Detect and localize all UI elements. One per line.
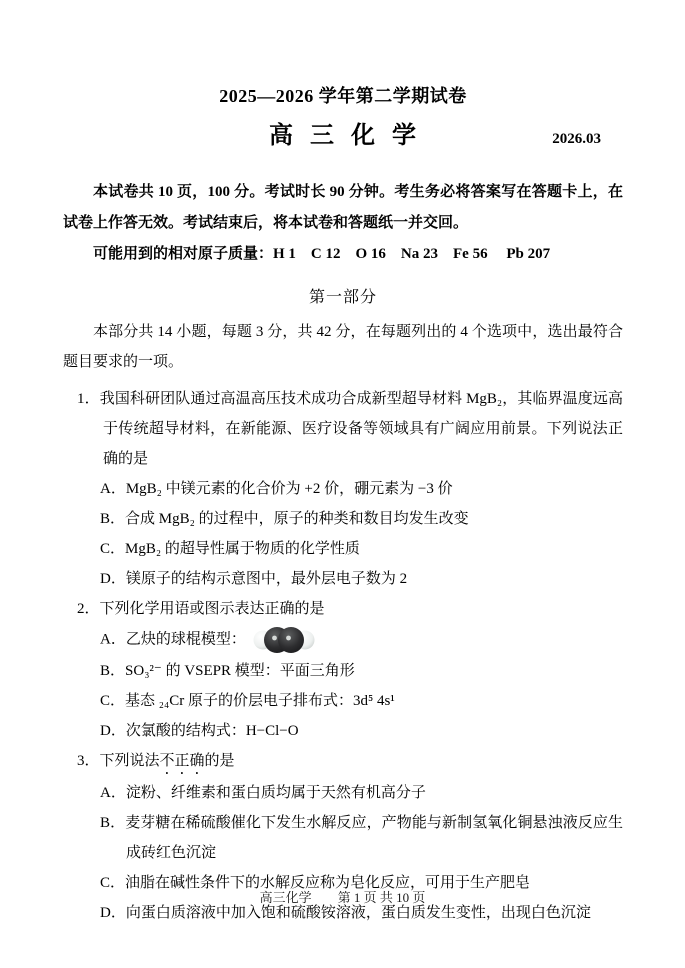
option-1d — [100, 564, 623, 594]
option-text: SO₃²⁻ 的 VSEPR 模型：平面三角形 — [125, 663, 355, 679]
option-text: 向蛋白质溶液中加入饱和硫酸铵溶液，蛋白质发生变性，出现白色沉淀 — [125, 905, 591, 921]
option-label: D． — [100, 723, 126, 739]
option-label: B． — [100, 815, 126, 831]
option-3b — [100, 808, 623, 868]
section-intro: 本部分共 14 小题，每题 3 分，共 42 分，在每题列出的 4 个选项中，选出最符合题目要求的一项。 — [63, 324, 623, 370]
option-text: MgB₂ 的超导性属于物质的化学性质 — [125, 541, 360, 557]
option-2b — [100, 656, 623, 686]
option-text: 淀粉、纤维素和蛋白质均属于天然有机高分子 — [125, 785, 426, 801]
option-text: 次氯酸的结构式：H−Cl−O — [125, 723, 299, 739]
option-1c — [100, 534, 623, 564]
question-stem-text: 下列化学用语或图示表达正确的是 — [99, 601, 325, 617]
option-1a — [100, 474, 623, 504]
atomic-mass-line — [63, 239, 623, 270]
question-stem-text: 的是 — [204, 753, 235, 769]
question-stem-emphasized: 不正确 — [159, 753, 205, 769]
question-stem-text: 我国科研团队通过高温高压技术成功合成新型超导材料 MgB₂，其临界温度远高于传统超导材料，在新能源、医疗设备等领域具有广阔应用前景。下列说法正确的是 — [99, 391, 623, 467]
option-label: A． — [100, 631, 126, 648]
question-number: 2． — [77, 601, 100, 617]
exam-session-title: 2025—2026 学年第二学期试卷 — [219, 86, 467, 106]
atomic-mass-label: 可能用到的相对原子质量： — [93, 246, 274, 262]
exam-notice: 本试卷共 10 页，100 分。考试时长 90 分钟。考生务必将答案写在答题卡上，在试卷上作答无效。考试结束后，将本试卷和答题纸一并交回。 — [63, 184, 623, 231]
option-1b — [100, 504, 623, 534]
page-footer: 高三化学 第 1 页 共 10 页 — [259, 890, 426, 905]
acetylene-molecule-image — [252, 624, 316, 656]
option-label: B． — [100, 663, 126, 679]
question-stem-text: 下列说法 — [99, 753, 160, 769]
question-stem — [77, 594, 623, 624]
exam-title: 高 三 化 学 — [269, 123, 417, 149]
option-label: A． — [100, 785, 126, 801]
option-label: C． — [100, 875, 126, 891]
option-text: 油脂在碱性条件下的水解反应称为皂化反应，可用于生产肥皂 — [125, 875, 531, 891]
carbon-atom — [278, 627, 304, 653]
specular-highlight — [286, 636, 291, 641]
option-label: C． — [100, 693, 126, 709]
option-label: A． — [100, 481, 126, 497]
option-text: MgB₂ 中镁元素的化合价为 +2 价，硼元素为 −3 价 — [125, 481, 453, 497]
option-label: B． — [100, 511, 126, 527]
option-text: 合成 MgB₂ 的过程中，原子的种类和数目均发生改变 — [125, 511, 469, 527]
atomic-mass-values: H 1 C 12 O 16 Na 23 Fe 56 Pb 207 — [273, 246, 551, 262]
option-2a — [100, 624, 623, 656]
specular-highlight — [272, 636, 277, 641]
option-3a — [100, 778, 623, 808]
option-2c — [100, 686, 623, 716]
section-title: 第一部分 — [308, 289, 377, 306]
option-2d — [100, 716, 623, 746]
question-1 — [63, 384, 623, 594]
option-text: 乙炔的球棍模型： — [125, 631, 246, 648]
option-text: 镁原子的结构示意图中，最外层电子数为 2 — [125, 571, 408, 587]
question-stem — [77, 746, 623, 778]
question-2 — [63, 594, 623, 746]
question-number: 1． — [77, 391, 100, 407]
question-number: 3． — [77, 753, 100, 769]
option-label: D． — [100, 571, 126, 587]
exam-title-row — [63, 115, 623, 151]
exam-date: 2026.03 — [552, 131, 601, 147]
option-label: C． — [100, 541, 126, 557]
option-text: 麦芽糖在稀硫酸催化下发生水解反应，产物能与新制氢氧化铜悬浊液反应生成砖红色沉淀 — [125, 815, 623, 861]
option-text: 基态 ₂₄Cr 原子的价层电子排布式：3d⁵ 4s¹ — [125, 693, 395, 709]
question-stem — [77, 384, 623, 474]
option-label: D． — [100, 905, 126, 921]
